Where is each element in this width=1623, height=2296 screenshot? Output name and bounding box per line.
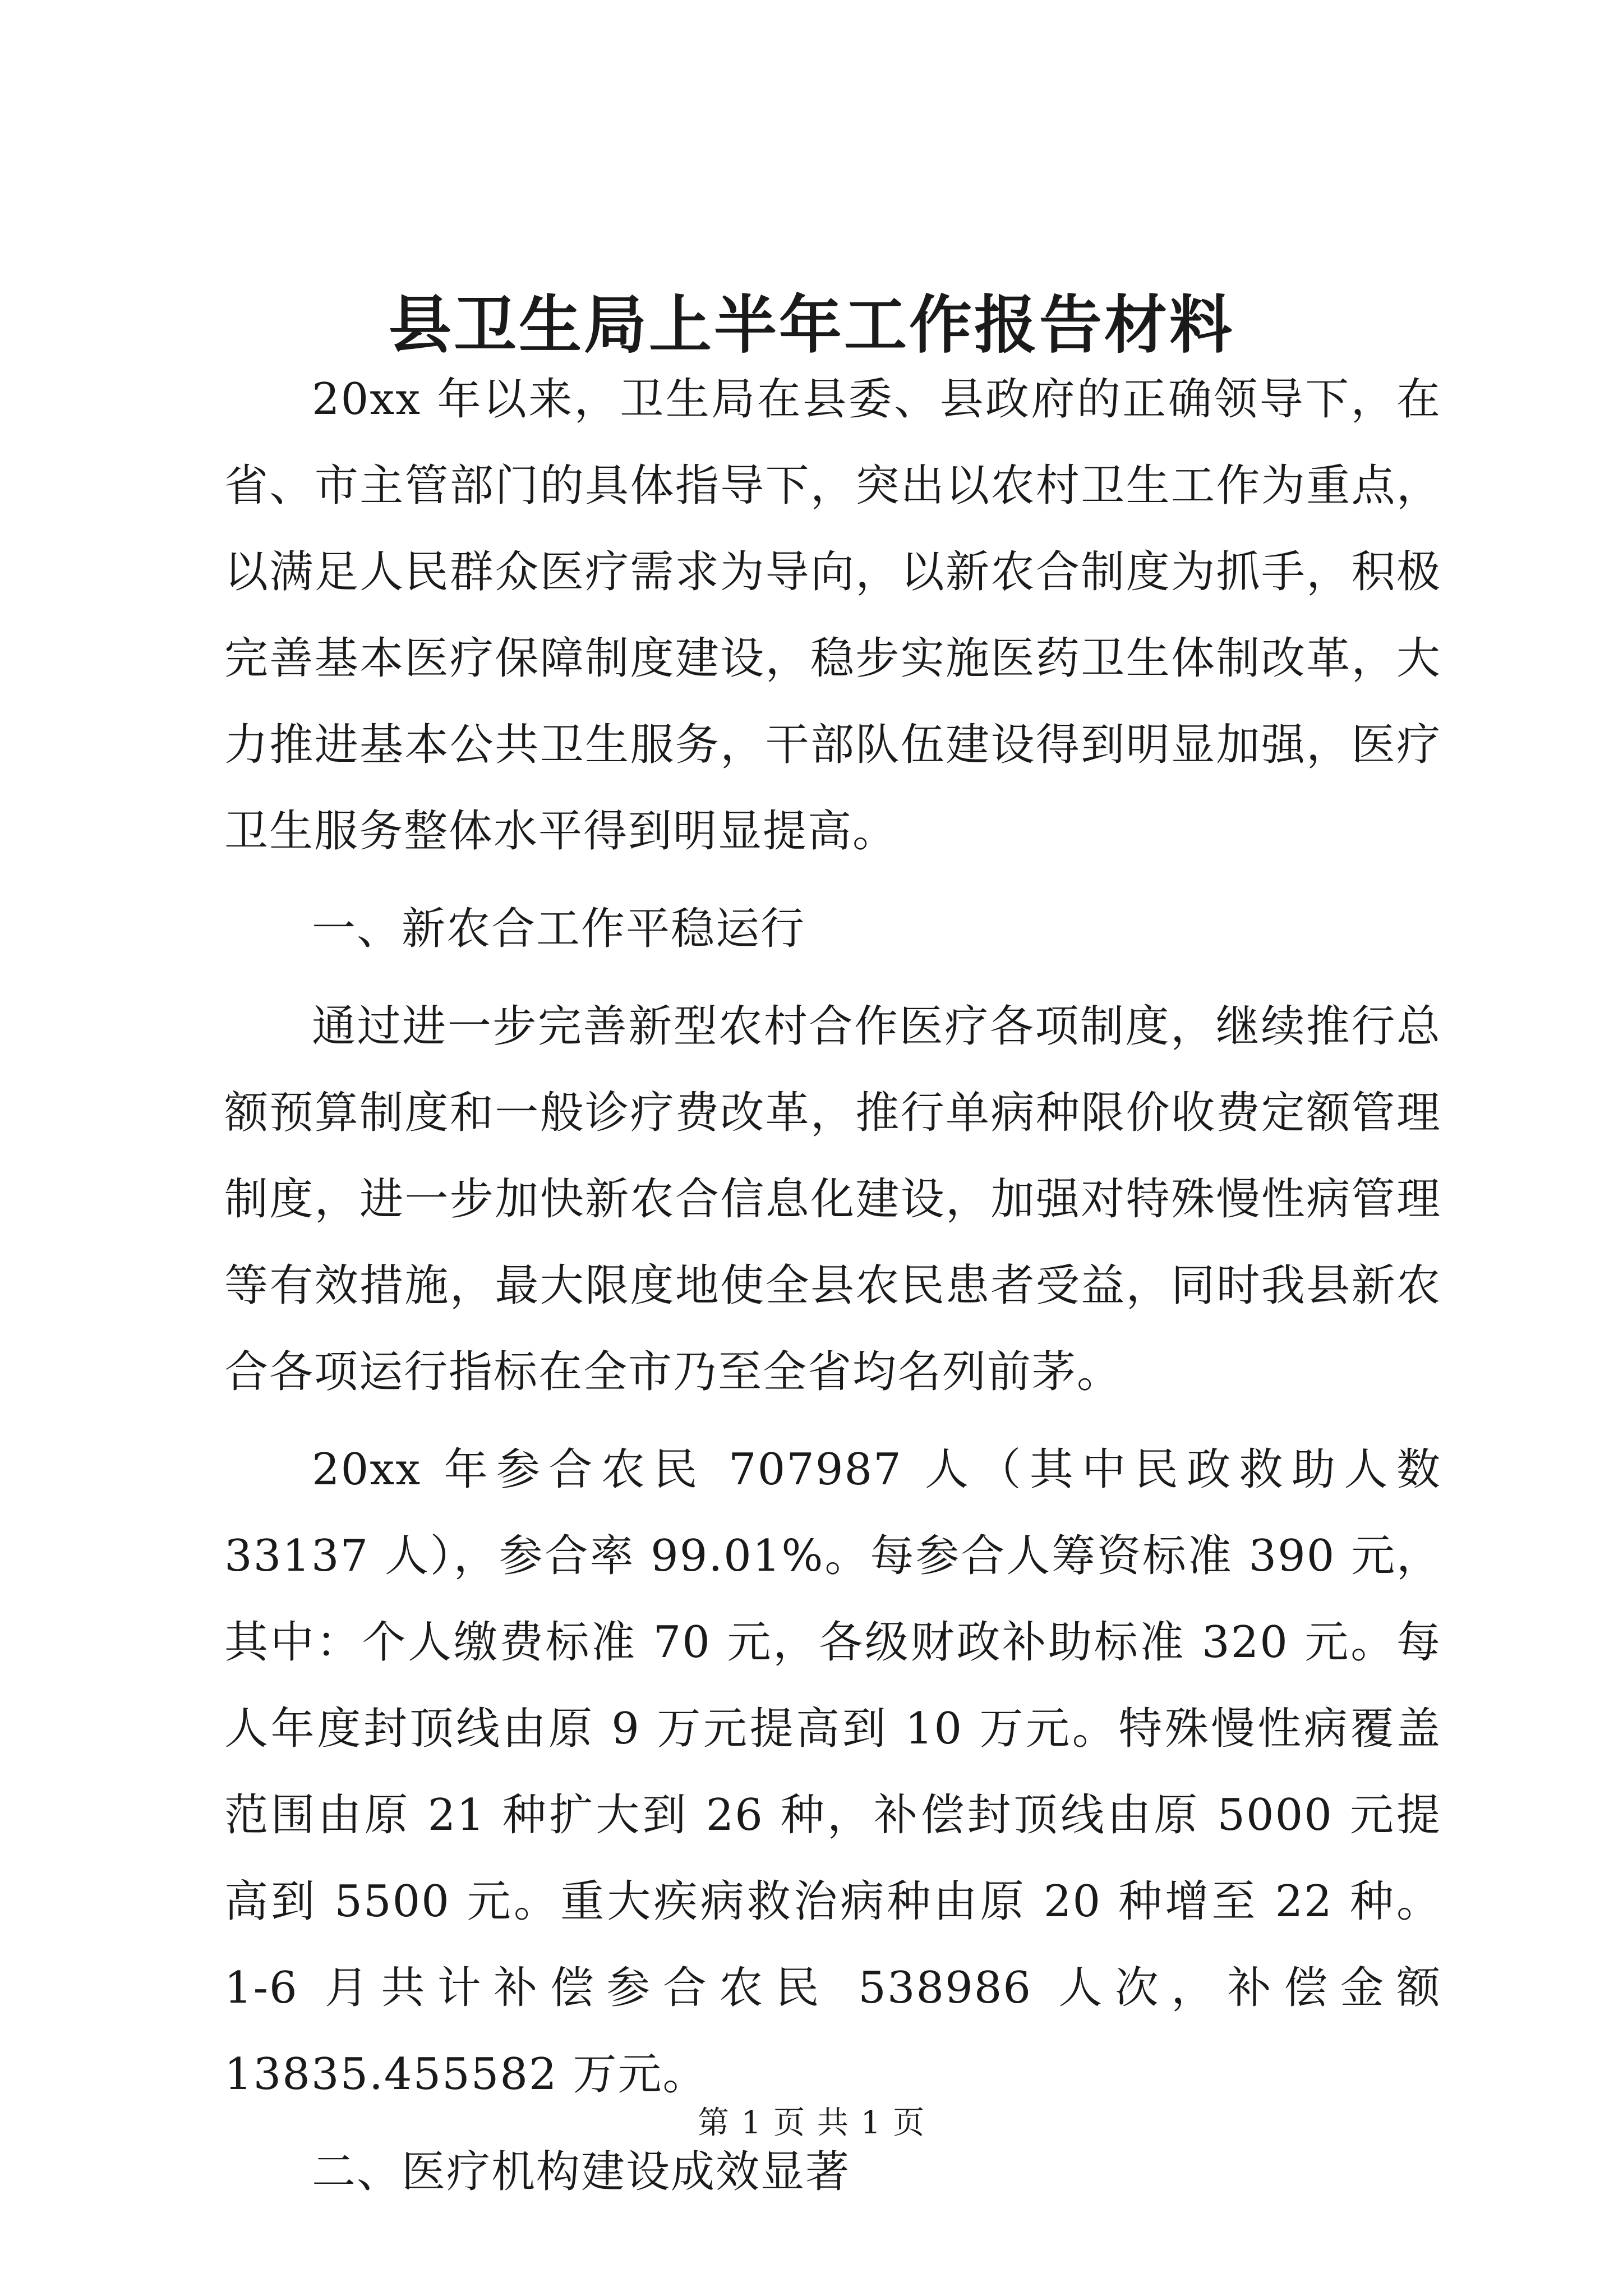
section-heading-2: 二、医疗机构建设成效显著 [312, 2147, 851, 2197]
page-footer: 第 1 页 共 1 页 [697, 2105, 926, 2141]
section-1-paragraph: 通过进一步完善新型农村合作医疗各项制度，继续推行总额预算制度和一般诊疗费改革，推行单病种限价收费定额管理制度，进一步加快新农合信息化建设，加强对特殊慢性病管理等有效措施，最大限度地使全县农民患者受益，同时我县新农合各项运行指标在全市乃至全省均名列前茅。 [224, 1001, 1441, 1397]
section-heading-1: 一、新农合工作平稳运行 [312, 904, 806, 954]
statistics-paragraph: 20xx 年参合农民 707987 人（其中民政救助人数 33137 人），参合率 99.01%。每参合人筹资标准 390 元，其中：个人缴费标准 70 元，各级财政补助标准 320 元。每人年度封顶线由原 9 万元提高到 10 万元。特殊慢性病覆盖范围由原 21 种扩大到 26 种，补偿封顶线由原 5000 元提高到 5500 元。重大疾病救治病种由原 20 种增至 22 种。1-6 月共计补偿参合农民 538986 人次，补偿金额 13835.455582 万元。 [224, 1444, 1441, 2100]
document-body [224, 356, 1441, 2215]
intro-paragraph: 20xx 年以来，卫生局在县委、县政府的正确领导下，在省、市主管部门的具体指导下，突出以农村卫生工作为重点，以满足人民群众医疗需求为导向，以新农合制度为抓手，积极完善基本医疗保障制度建设，稳步实施医药卫生体制改革，大力推进基本公共卫生服务，干部队伍建设得到明显加强，医疗卫生服务整体水平得到明显提高。 [224, 374, 1441, 857]
document-title: 县卫生局上半年工作报告材料 [389, 288, 1234, 362]
